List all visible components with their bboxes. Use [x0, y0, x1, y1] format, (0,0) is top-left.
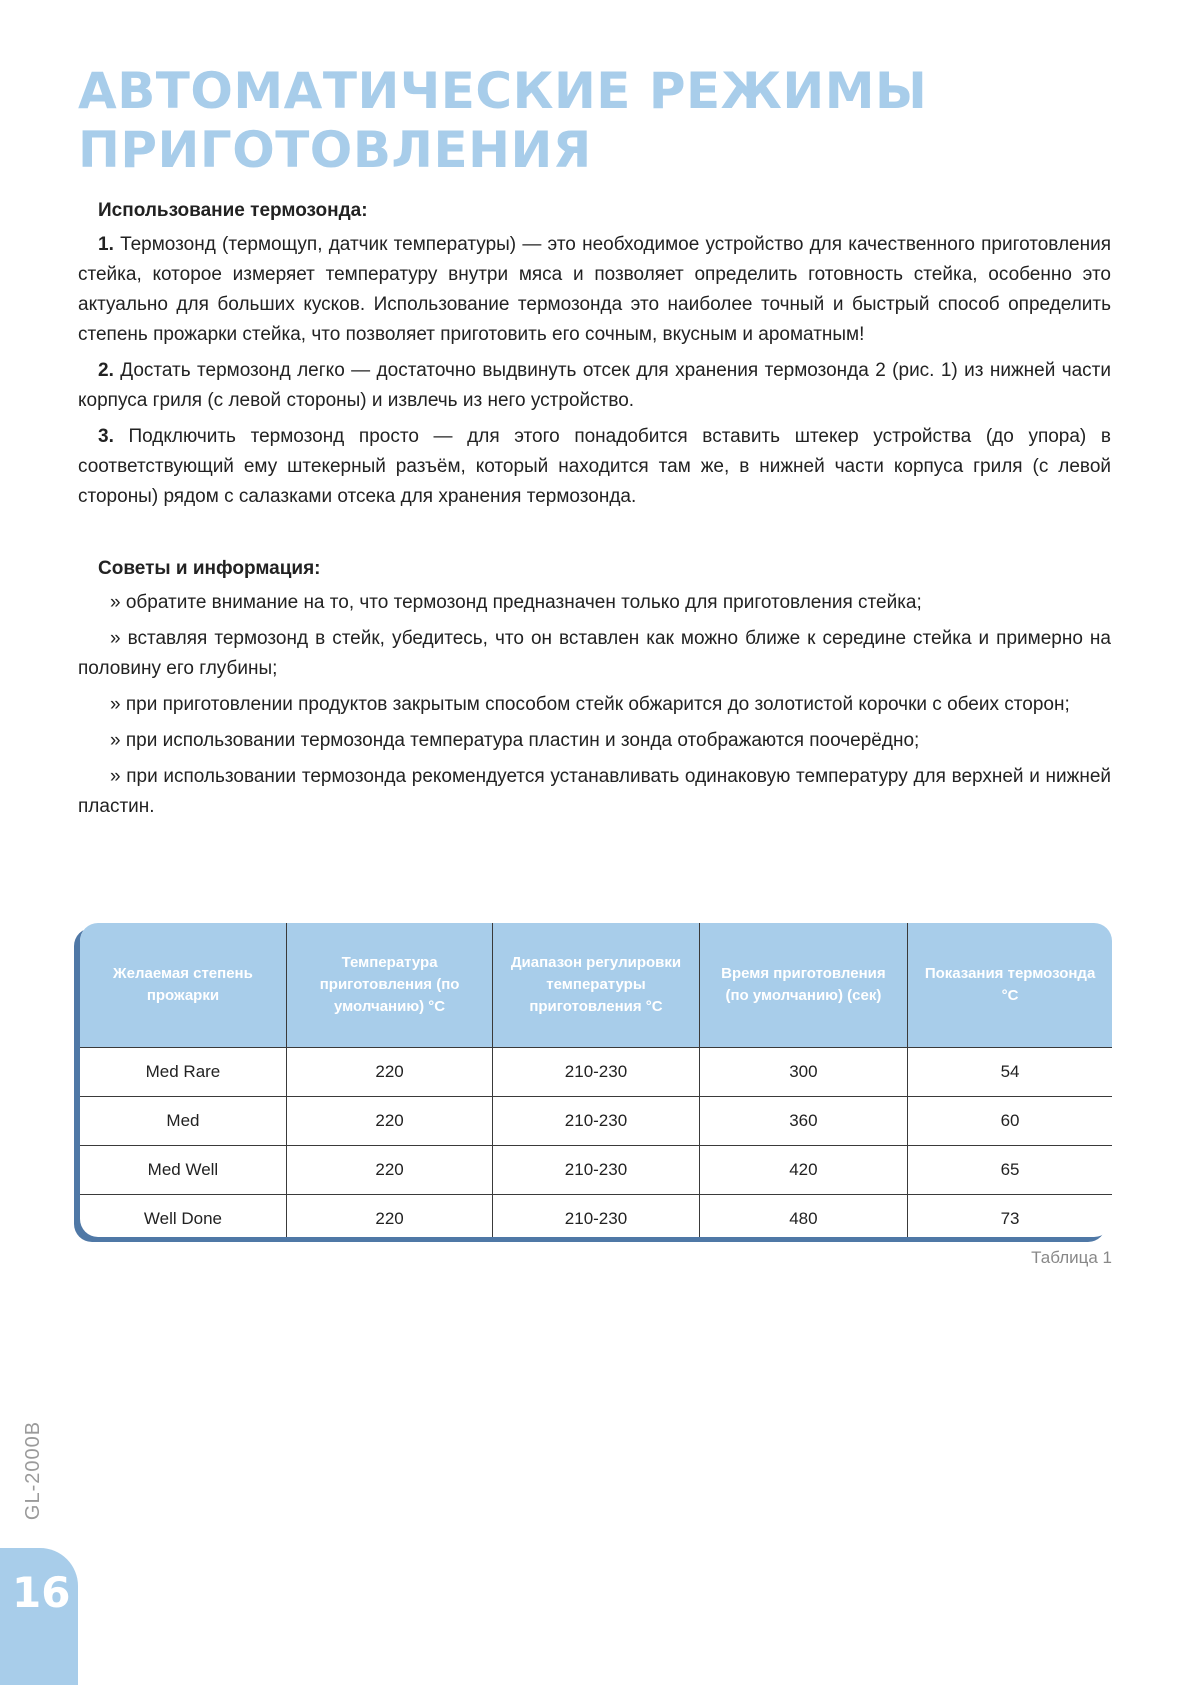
table-cell: 220: [286, 1048, 492, 1097]
table-cell: Med Rare: [80, 1048, 286, 1097]
probe-item-1-text: Термозонд (термощуп, датчик температуры) — это необходимое устройство для качественного приготовления стейка, которое измеряет температуру внутри мяса и позволяет определить готовность стейка, особенно это актуально для больших кусков. Использование термозонда это наиболее точный и быстрый способ определить степень прожарки стейка, что позволяет приготовить его сочным, вкусным и ароматным!: [78, 234, 1111, 345]
table-cell: 420: [699, 1146, 907, 1195]
header-default-time: Время приготовления (по умолчанию) (сек): [699, 923, 907, 1048]
page-title: [78, 62, 1118, 180]
table-cell: Med Well: [80, 1146, 286, 1195]
tips-heading: Советы и информация:: [98, 558, 321, 579]
probe-item-2: [78, 356, 1111, 416]
table-cell: 60: [908, 1097, 1112, 1146]
main-content: [78, 198, 1111, 828]
table-cell: 65: [908, 1146, 1112, 1195]
page-title-line-2: ПРИГОТОВЛЕНИЯ: [78, 121, 592, 179]
tip-item-3: » при приготовлении продуктов закрытым способом стейк обжарится до золотистой корочки с обеих сторон;: [110, 694, 1070, 715]
probe-heading: Использование термозонда:: [98, 200, 368, 221]
header-default-temperature: Температура приготовления (по умолчанию) °С: [286, 923, 492, 1048]
probe-item-1-number: 1.: [98, 234, 114, 255]
table-cell: 210-230: [493, 1048, 699, 1097]
table-cell: 220: [286, 1195, 492, 1238]
header-temperature-range: Диапазон регулировки температуры приготовления °С: [493, 923, 699, 1048]
header-doneness: Желаемая степень прожарки: [80, 923, 286, 1048]
page-number: 16: [12, 1568, 71, 1617]
table-cell: 210-230: [493, 1146, 699, 1195]
probe-item-2-text: Достать термозонд легко — достаточно выдвинуть отсек для хранения термозонда 2 (рис. 1) из нижней части корпуса гриля (с левой стороны) и извлечь из него устройство.: [78, 360, 1111, 411]
table-row: [80, 1097, 1112, 1146]
page-title-line-1: АВТОМАТИЧЕСКИЕ РЕЖИМЫ: [78, 62, 928, 120]
table-row: [80, 1195, 1112, 1238]
header-probe-reading: Показания термозонда °С: [908, 923, 1112, 1048]
probe-item-2-number: 2.: [98, 360, 114, 381]
table-cell: 300: [699, 1048, 907, 1097]
probe-item-3-number: 3.: [98, 426, 114, 447]
tip-item-1: » обратите внимание на то, что термозонд предназначен только для приготовления стейка;: [110, 592, 922, 613]
table-row: [80, 1146, 1112, 1195]
table-cell: 73: [908, 1195, 1112, 1238]
table-cell: 480: [699, 1195, 907, 1238]
table-cell: Med: [80, 1097, 286, 1146]
probe-item-3: [78, 422, 1111, 512]
table-cell: 360: [699, 1097, 907, 1146]
probe-item-3-text: Подключить термозонд просто — для этого понадобится вставить штекер устройства (до упора) в соответствующий ему штекерный разъём, который находится там же, в нижней части корпуса гриля (с левой стороны) рядом с салазками отсека для хранения термозонда.: [78, 426, 1111, 507]
tip-item-4: » при использовании термозонда температура пластин и зонда отображаются поочерёдно;: [110, 730, 920, 751]
table-cell: 210-230: [493, 1195, 699, 1238]
table-caption: Таблица 1: [1031, 1248, 1112, 1267]
table-cell: 220: [286, 1146, 492, 1195]
table-cell: 210-230: [493, 1097, 699, 1146]
table-cell: Well Done: [80, 1195, 286, 1238]
tip-item-2: » вставляя термозонд в стейк, убедитесь, что он вставлен как можно ближе к середине стейка и примерно на половину его глубины;: [78, 628, 1111, 679]
section-gap: [78, 518, 1111, 556]
table-row: [80, 1048, 1112, 1097]
model-label: [10, 1420, 58, 1520]
doneness-table-container: [80, 923, 1112, 1237]
probe-item-1: [78, 230, 1111, 350]
table-header-row: [80, 923, 1112, 1048]
tip-item-5: » при использовании термозонда рекомендуется устанавливать одинаковую температуру для верхней и нижней пластин.: [78, 766, 1111, 817]
table-cell: 220: [286, 1097, 492, 1146]
model-label-text: GL-2000B: [22, 1420, 45, 1520]
table-cell: 54: [908, 1048, 1112, 1097]
doneness-table: [80, 923, 1112, 1237]
